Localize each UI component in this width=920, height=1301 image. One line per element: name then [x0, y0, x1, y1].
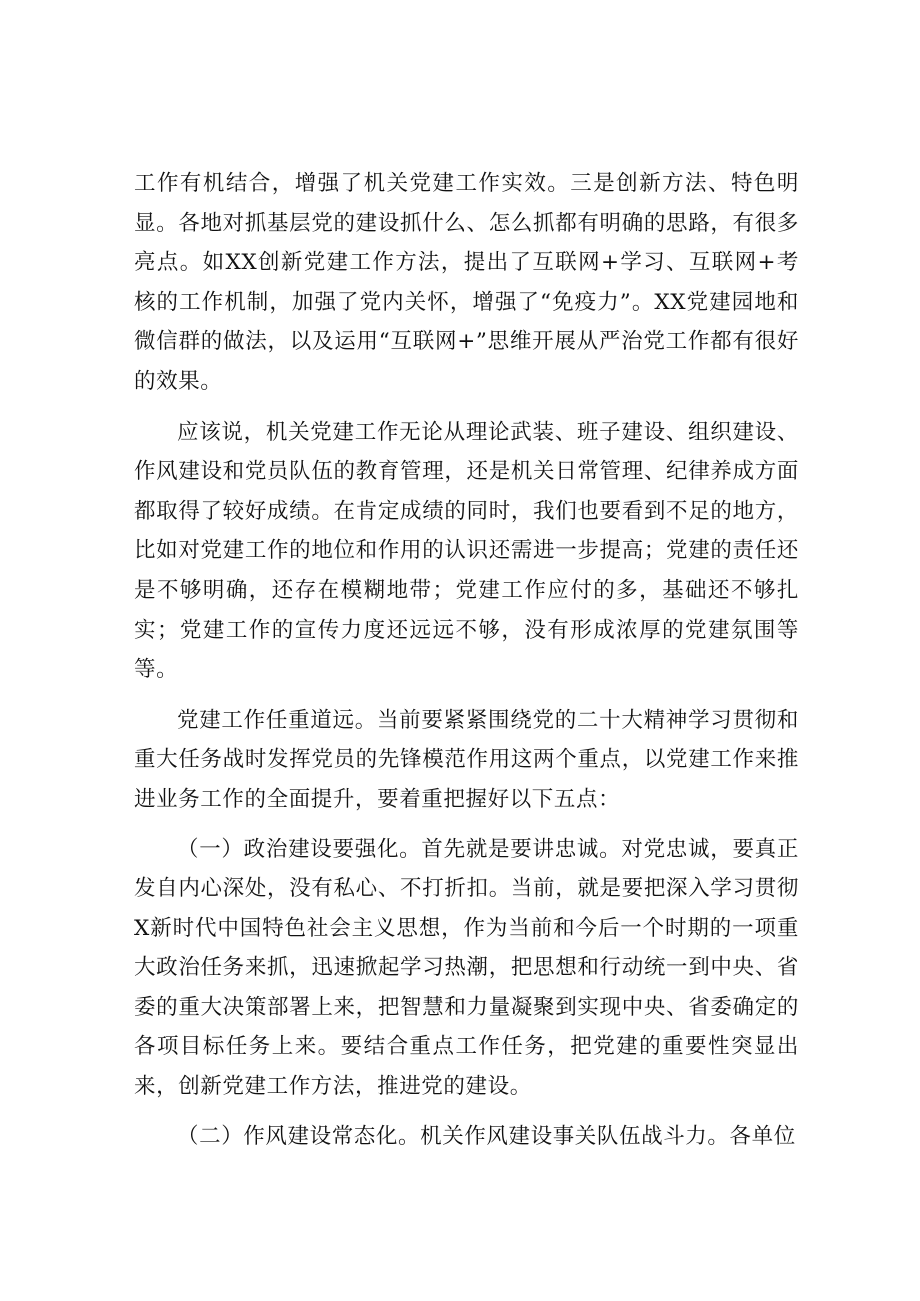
paragraph-political-construction: （一）政治建设要强化。首先就是要讲忠诚。对党忠诚，要真正发自内心深处，没有私心、不打折扣。当前，就是要把深入学习贯彻X新时代中国特色社会主义思想，作为当前和今后一个时期的一项重大政治任务来抓，迅速掀起学习热潮，把思想和行动统一到中央、省委的重大决策部署上来，把智慧和力量凝聚到实现中央、省委确定的各项目标任务上来。要结合重点工作任务，把党建的重要性突显出来，创新党建工作方法，推进党的建设。	[134, 836, 799, 1100]
paragraph-continuation: 工作有机结合，增强了机关党建工作实效。三是创新方法、特色明显。各地对抓基层党的建设抓什么、怎么抓都有明确的思路，有很多亮点。如XX创新党建工作方法，提出了互联网+学习、互联网+考核的工作机制，加强了党内关怀，增强了“免疫力”。XX党建园地和微信群的做法，以及运用“互联网+”思维开展从严治党工作都有很好的效果。	[134, 171, 799, 394]
paragraph-work-style-construction: （二）作风建设常态化。机关作风建设事关队伍战斗力。各单位	[177, 1123, 796, 1149]
document-body	[134, 164, 799, 1156]
paragraph-achievements-summary: 应该说，机关党建工作无论从理论武装、班子建设、组织建设、作风建设和党员队伍的教育管理，还是机关日常管理、纪律养成方面都取得了较好成绩。在肯定成绩的同时，我们也要看到不足的地方，比如对党建工作的地位和作用的认识还需进一步提高；党建的责任还是不够明确，还存在模糊地带；党建工作应付的多，基础还不够扎实；党建工作的宣传力度还远远不够，没有形成浓厚的党建氛围等等。	[134, 419, 799, 683]
paragraph-key-points-intro: 党建工作任重道远。当前要紧紧围绕党的二十大精神学习贯彻和重大任务战时发挥党员的先锋模范作用这两个重点，以党建工作来推进业务工作的全面提升，要着重把握好以下五点：	[134, 707, 799, 812]
